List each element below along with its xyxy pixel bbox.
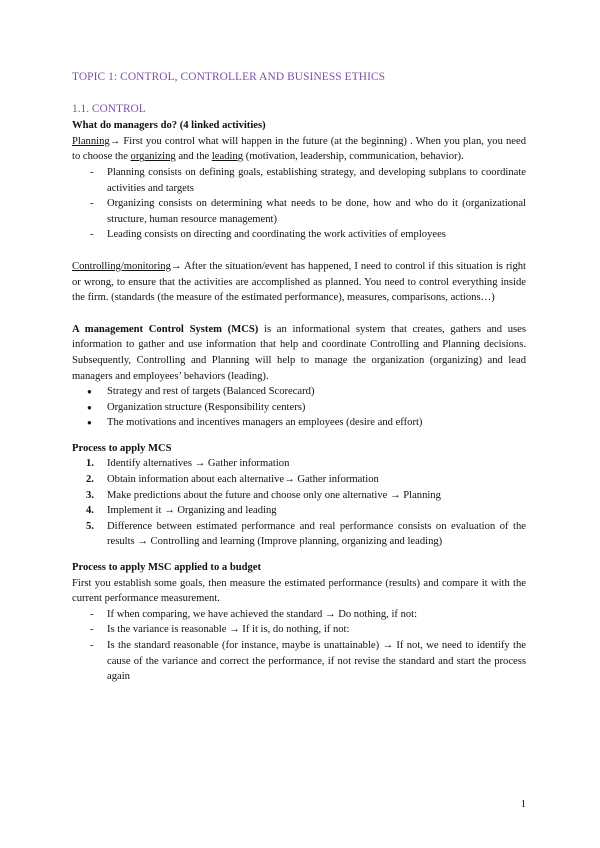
list-item: - Planning consists on defining goals, establishing strategy, and developing subplans to coordinate activities and targets: [72, 165, 526, 196]
page-number: 1: [520, 799, 526, 810]
process-step-list: [72, 456, 526, 550]
mcs-bullet-list: [72, 384, 526, 431]
step-text: Make predictions about the future and choose only one alternative → Planning: [107, 489, 441, 501]
list-item: [72, 488, 526, 504]
mcs-text: is an informational system that creates, gathers and uses information to gather and use information that help and coordinate Controlling and Planning decisions. Subsequently, Controlling and Planning will help to manage the organization (organizing) and lead managers and employees’ behaviors (leading).: [72, 323, 527, 382]
list-item: - Organizing consists on determining what needs to be done, how and who do it (organizational structure, human resource management): [72, 196, 526, 227]
budget-bullet-list: [72, 607, 526, 685]
step-number: 1.: [86, 458, 94, 470]
planning-bullet-list: [72, 165, 526, 243]
step-number: 2.: [86, 474, 94, 486]
section-title: 1.1. CONTROL: [72, 102, 146, 115]
planning-text-2: and the: [175, 151, 212, 163]
planning-text-1: → First you control what will happen in the future (at the beginning) . When you plan, you need to choose the: [72, 135, 526, 163]
topic-title: TOPIC 1: CONTROL, CONTROLLER AND BUSINESS ETHICS: [72, 71, 386, 83]
controlling-term: Controlling/monitoring: [72, 260, 171, 272]
list-item: - Is the variance is reasonable → If it is, do nothing, if not:: [72, 622, 526, 638]
step-number: 4.: [86, 505, 94, 517]
step-text: Implement it → Organizing and leading: [107, 505, 277, 517]
list-item: - Leading consists on directing and coordinating the work activities of employees: [72, 227, 526, 243]
list-item: ● The motivations and incentives managers an employees (desire and effort): [72, 415, 526, 431]
list-item: ● Organization structure (Responsibility centers): [72, 400, 526, 416]
mcs-paragraph: [72, 322, 526, 384]
planning-text-3: (motivation, leadership, communication, behavior).: [243, 151, 464, 163]
step-number: 3.: [86, 489, 94, 501]
page-content: [72, 70, 526, 685]
step-text: Identify alternatives → Gather information: [107, 458, 290, 470]
list-item: [72, 472, 526, 488]
leading-link: leading: [211, 151, 244, 163]
step-text: Obtain information about each alternative→ Gather information: [107, 474, 379, 486]
planning-term: Planning: [72, 135, 110, 147]
list-item: ● Strategy and rest of targets (Balanced Scorecard): [72, 384, 526, 400]
mcs-term: A management Control System (MCS): [72, 323, 259, 335]
organizing-link: organizing: [130, 151, 176, 163]
list-item: - Is the standard reasonable (for instance, maybe is unattainable) → If not, we need to identify the cause of the variance and correct the performance, if not revise the standard and start the process again: [72, 638, 526, 685]
planning-paragraph: [72, 134, 526, 165]
budget-heading: Process to apply MSC applied to a budget: [72, 562, 262, 574]
budget-paragraph: First you establish some goals, then measure the estimated performance (results) and compare it with the current performance measurement.: [72, 577, 526, 605]
list-item: [72, 456, 526, 472]
controlling-text: → After the situation/event has happened, I need to control if this situation is right or wrong, to ensure that the activities are accomplished as planned. You need to control everything inside the firm. (standards (the measure of the estimated performance), measures, comparisons, actions…): [72, 260, 526, 304]
controlling-paragraph: [72, 259, 526, 306]
question-heading: What do managers do? (4 linked activities): [72, 120, 266, 132]
list-item: - If when comparing, we have achieved the standard → Do nothing, if not:: [72, 607, 526, 623]
process-heading: Process to apply MCS: [72, 442, 172, 454]
list-item: [72, 503, 526, 519]
list-item: [72, 519, 526, 550]
step-number: 5.: [86, 520, 94, 532]
step-text: Difference between estimated performance and real performance consists on evaluation of the results → Controlling and learning (Improve planning, organizing and leading): [107, 520, 526, 548]
